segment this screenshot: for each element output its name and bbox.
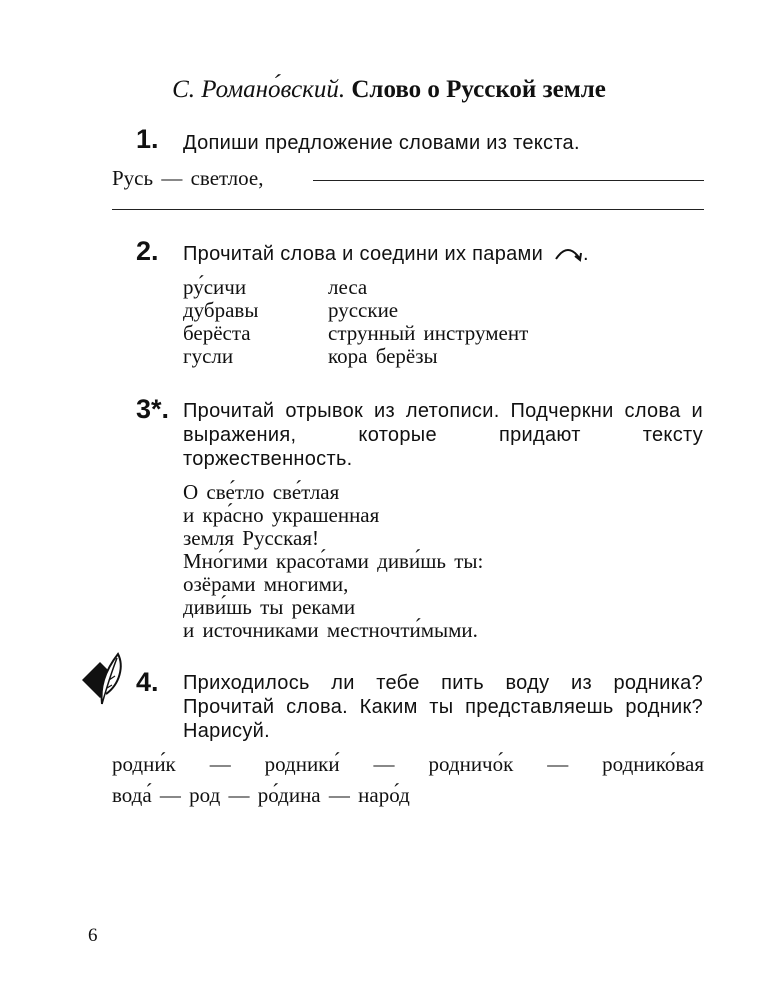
draw-task-feather-icon <box>80 650 132 713</box>
word-pair-row <box>183 345 528 368</box>
author-name: С. Романо́вский. <box>172 76 346 103</box>
word-pair-row <box>183 322 528 345</box>
excerpt-line[interactable]: диви́шь ты реками <box>183 595 356 619</box>
related-words-line-2: вода́ — род — ро́дина — наро́д <box>112 783 410 807</box>
word-pair-row <box>183 299 528 322</box>
excerpt-line[interactable]: озёрами многими, <box>183 572 349 596</box>
excerpt-line[interactable]: земля Русская! <box>183 526 319 550</box>
task-2-number: 2. <box>136 236 159 266</box>
word-left[interactable]: дубравы <box>183 298 259 322</box>
task-1-instruction: Допиши предложение словами из текста. <box>183 132 580 154</box>
page-title <box>0 76 778 104</box>
chronicle-excerpt <box>183 481 483 642</box>
related-words-line-1: родни́к — родники́ — родничо́к — роднико́вая <box>112 752 704 776</box>
connect-arc-icon <box>553 243 583 269</box>
excerpt-line[interactable]: О све́тло све́тлая <box>183 480 340 504</box>
word-pair-row <box>183 276 528 299</box>
task-2-instruction <box>183 242 589 269</box>
excerpt-line[interactable]: и кра́сно украшенная <box>183 503 380 527</box>
answer-line-2[interactable] <box>112 209 704 210</box>
word-right[interactable]: леса <box>328 275 368 299</box>
task-4-number: 4. <box>136 667 159 697</box>
word-right[interactable]: русские <box>328 298 399 322</box>
work-title: Слово о Русской земле <box>351 76 606 103</box>
task-4-instruction: Приходилось ли тебе пить воду из родника? Прочитай слова. Каким ты представляешь родник? Нарисуй. <box>183 672 703 742</box>
task-3-instruction: Прочитай отрывок из летописи. Подчеркни слова и выражения, которые придают тексту торжественность. <box>183 400 703 470</box>
page-number: 6 <box>88 925 98 946</box>
task-1-sentence-start: Русь — светлое, <box>112 166 264 190</box>
word-left[interactable]: берёста <box>183 321 251 345</box>
word-left[interactable]: ру́сичи <box>183 275 247 299</box>
word-left[interactable]: гусли <box>183 344 234 368</box>
task-1-number: 1. <box>136 124 159 154</box>
excerpt-line[interactable]: Мно́гими красо́тами диви́шь ты: <box>183 549 484 573</box>
answer-line-1[interactable] <box>313 180 704 181</box>
task-2-instruction-end: . <box>582 243 589 265</box>
task-3-number: 3*. <box>136 394 170 424</box>
excerpt-line[interactable]: и источниками местночти́мыми. <box>183 618 478 642</box>
word-right[interactable]: кора берёзы <box>328 344 438 368</box>
word-right[interactable]: струнный инструмент <box>328 321 529 345</box>
task-2-instruction-text: Прочитай слова и соедини их парами <box>183 243 544 265</box>
word-pairs <box>183 276 528 368</box>
